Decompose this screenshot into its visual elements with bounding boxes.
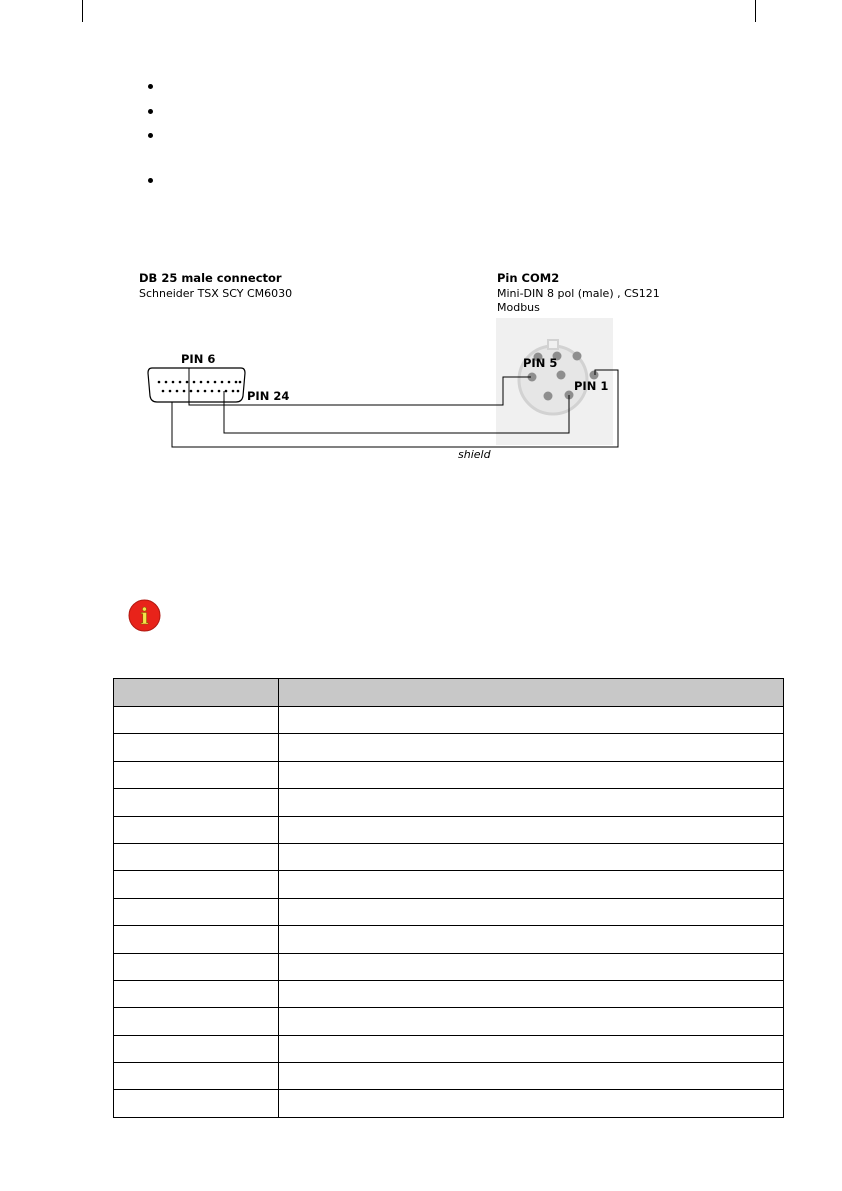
table-cell [279, 1008, 784, 1035]
table-row [114, 953, 784, 980]
table-row [114, 734, 784, 761]
table-cell [279, 871, 784, 898]
table-cell [114, 816, 279, 843]
right-connector-title: Pin COM2 [497, 271, 560, 285]
table-cell [279, 1063, 784, 1090]
table-row [114, 816, 784, 843]
info-icon [128, 599, 161, 632]
table-row [114, 980, 784, 1007]
table-cell [114, 871, 279, 898]
table-header-row [114, 679, 784, 707]
table-cell [114, 843, 279, 870]
table-cell [279, 898, 784, 925]
page-cut-mark-left [82, 0, 83, 22]
table-header-cell [279, 679, 784, 707]
table-row [114, 898, 784, 925]
shield-label: shield [458, 448, 491, 461]
table-cell [279, 707, 784, 734]
table-row [114, 761, 784, 788]
bullet-item [148, 84, 153, 89]
left-connector-subtitle: Schneider TSX SCY CM6030 [139, 287, 293, 300]
table-cell [114, 1063, 279, 1090]
info-icon-glyph: i [140, 604, 149, 630]
table-row [114, 707, 784, 734]
db25-connector [148, 368, 245, 402]
table-cell [279, 953, 784, 980]
table-cell [114, 953, 279, 980]
table-row [114, 1008, 784, 1035]
right-connector-protocol: Modbus [497, 301, 540, 314]
table-cell [114, 734, 279, 761]
table-row [114, 871, 784, 898]
pin5-label: PIN 5 [523, 356, 558, 370]
table-cell [279, 1090, 784, 1117]
table-header-cell [114, 679, 279, 707]
table-cell [279, 816, 784, 843]
pin1-label: PIN 1 [574, 379, 609, 393]
wiring-diagram [130, 265, 660, 465]
table-cell [279, 734, 784, 761]
table-row [114, 926, 784, 953]
table-cell [114, 980, 279, 1007]
table-cell [114, 1008, 279, 1035]
left-connector-title: DB 25 male connector [139, 271, 282, 285]
table-cell [114, 898, 279, 925]
table-cell [279, 926, 784, 953]
bullet-item [148, 109, 153, 114]
right-connector-subtitle: Mini-DIN 8 pol (male) , CS121 [497, 287, 660, 300]
table-row [114, 1063, 784, 1090]
data-table [113, 678, 784, 1118]
table-row [114, 843, 784, 870]
table-cell [279, 1035, 784, 1062]
table-cell [114, 1035, 279, 1062]
table-cell [279, 980, 784, 1007]
pin6-label: PIN 6 [181, 352, 216, 366]
table-cell [279, 761, 784, 788]
bullet-item [148, 133, 153, 138]
table-cell [114, 1090, 279, 1117]
table-cell [114, 707, 279, 734]
table-cell [279, 843, 784, 870]
bullet-item [148, 178, 153, 183]
table-row [114, 789, 784, 816]
table-cell [114, 926, 279, 953]
table-cell [279, 789, 784, 816]
page-cut-mark-right [755, 0, 756, 22]
table-row [114, 1035, 784, 1062]
table-row [114, 1090, 784, 1117]
pin24-label: PIN 24 [247, 389, 290, 403]
table-cell [114, 789, 279, 816]
table-cell [114, 761, 279, 788]
